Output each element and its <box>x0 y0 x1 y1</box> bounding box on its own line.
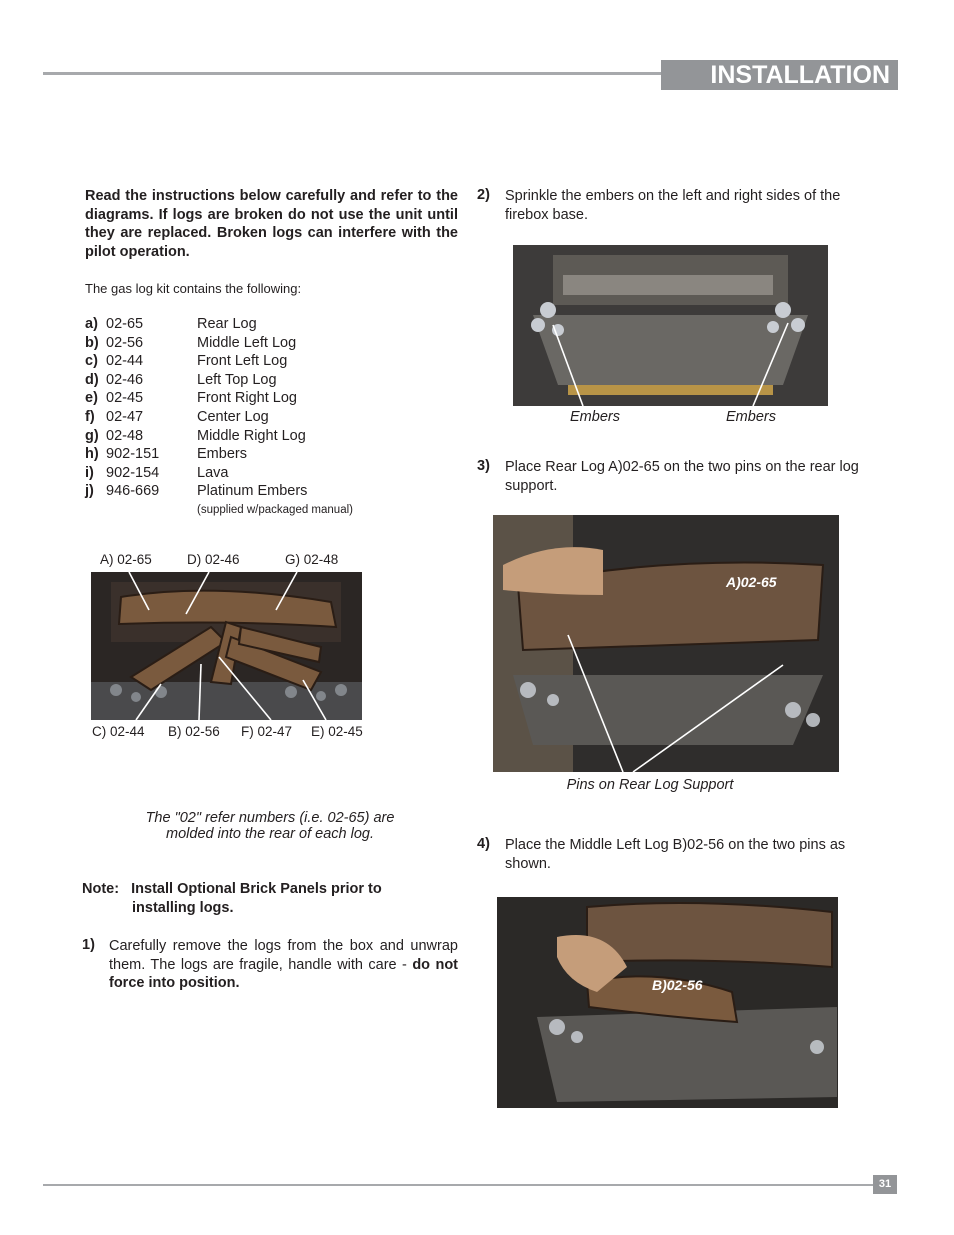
list-item: j) 946-669 Platinum Embers <box>85 483 308 500</box>
step-3-number: 3) <box>477 458 490 474</box>
diagram-label-e: E) 02-45 <box>311 724 363 739</box>
rear-log-photo <box>493 515 839 772</box>
step-2-number: 2) <box>477 187 490 203</box>
step-1-text: Carefully remove the logs from the box and unwrap them. The logs are fragile, handle with care - do not force into position. <box>109 938 459 992</box>
embers-caption-left: Embers <box>570 409 620 425</box>
step-4-text: Place the Middle Left Log B)02-56 on the two pins as shown. <box>505 837 846 872</box>
kit-title: The gas log kit contains the following: <box>85 281 302 296</box>
page-number: 31 <box>873 1175 897 1194</box>
intro-text: Read the instructions below carefully and refer to the diagrams. If logs are broken do not use the unit until they are replaced. Broken logs can interfere with the pilot operation. <box>85 188 458 260</box>
step-4-number: 4) <box>477 836 490 852</box>
middle-log-label: B)02-56 <box>652 977 703 993</box>
embers-photo <box>513 245 828 406</box>
step-1-number: 1) <box>82 937 95 953</box>
middle-log-photo <box>497 897 838 1108</box>
list-item: f) 02-47 Center Log <box>85 408 269 425</box>
list-item: b) 02-56 Middle Left Log <box>85 334 297 351</box>
parts-note: (supplied w/packaged manual) <box>197 504 353 516</box>
list-item: e) 02-45 Front Right Log <box>85 390 297 407</box>
log-diagram-photo <box>91 572 362 720</box>
step-3-text: Place Rear Log A)02-65 on the two pins on the rear log support. <box>505 459 859 494</box>
list-item: a) 02-65 Rear Log <box>85 316 257 332</box>
diagram-label-d: D) 02-46 <box>187 552 240 567</box>
diagram-label-g: G) 02-48 <box>285 552 339 567</box>
step-2-text: Sprinkle the embers on the left and right sides of the firebox base. <box>505 188 841 223</box>
list-item: g) 02-48 Middle Right Log <box>85 427 306 444</box>
rear-log-caption: Pins on Rear Log Support <box>566 777 734 793</box>
list-item: d) 02-46 Left Top Log <box>85 371 277 388</box>
embers-caption-right: Embers <box>726 409 776 425</box>
note-block: Note: Install Optional Brick Panels prior to installing logs. <box>82 881 382 916</box>
note-label: Note: <box>82 881 120 897</box>
list-item: i) 902-154 Lava <box>85 464 229 481</box>
list-item: c) 02-44 Front Left Log <box>85 353 288 370</box>
parts-list <box>85 315 465 501</box>
header-rule <box>43 72 661 75</box>
rear-log-label: A)02-65 <box>726 574 777 590</box>
diagram-label-f: F) 02-47 <box>241 724 293 739</box>
footer-rule <box>43 1184 873 1186</box>
diagram-label-c: C) 02-44 <box>92 724 145 739</box>
section-title: INSTALLATION <box>661 60 898 90</box>
diagram-label-b: B) 02-56 <box>168 724 220 739</box>
diagram-caption: The "02" refer numbers (i.e. 02-65) are molded into the rear of each log. <box>145 810 395 842</box>
list-item: h) 902-151 Embers <box>85 446 247 463</box>
diagram-label-a: A) 02-65 <box>100 552 152 567</box>
